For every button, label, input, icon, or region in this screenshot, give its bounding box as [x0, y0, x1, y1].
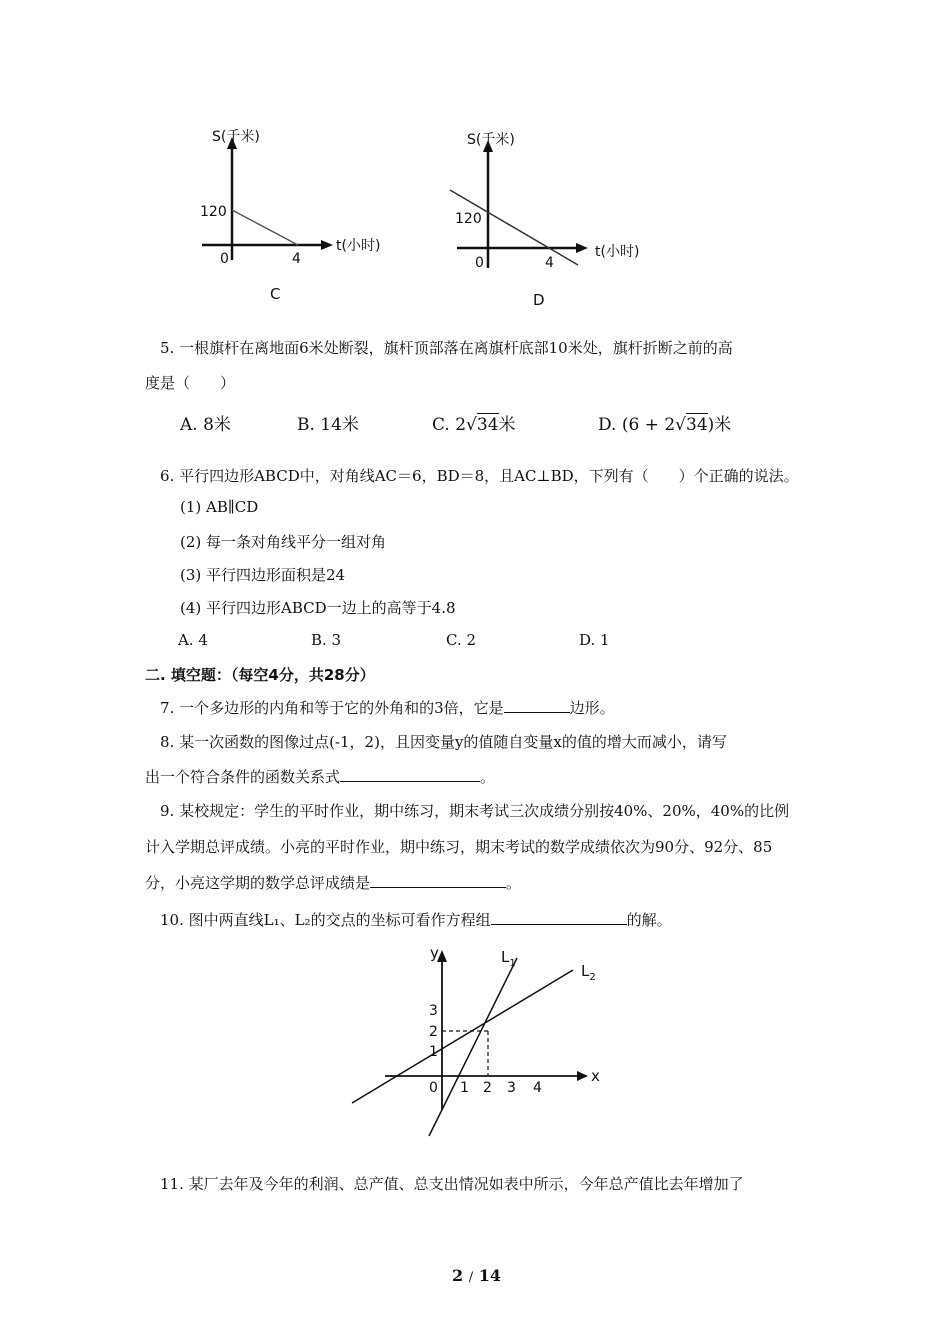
q7-answer-blank[interactable]	[504, 698, 570, 713]
q5-option-b: B. 14米	[297, 415, 359, 435]
q8-text-before: 出一个符合条件的函数关系式	[145, 768, 341, 786]
q5-option-a: A. 8米	[180, 415, 231, 435]
q9-line1: 9. 某校规定：学生的平时作业，期中练习，期末考试三次成绩分别按40%、20%，40%的比例	[160, 802, 790, 820]
q10-l2-label: $L_2$	[581, 962, 596, 983]
q6-item-4: (4) 平行四边形ABCD一边上的高等于4.8	[180, 599, 456, 617]
graph-d-origin: 0	[475, 255, 484, 271]
q7	[160, 697, 615, 718]
q9-line2: 计入学期总评成绩。小亮的平时作业，期中练习，期末考试的数学成绩依次为90分、92分、85	[145, 838, 773, 856]
page-current: 2	[452, 1266, 464, 1285]
graph-c-origin: 0	[220, 251, 229, 267]
q10-graph	[345, 940, 620, 1145]
graph-c-line	[232, 210, 298, 245]
section-2-title: 二. 填空题：（每空4分，共28分）	[145, 666, 375, 684]
graph-d	[445, 128, 660, 313]
q5-option-c-radicand: 34	[476, 415, 499, 435]
q9-answer-blank[interactable]	[370, 873, 506, 888]
graph-c-y-label: S(千米)	[212, 129, 260, 145]
q10-x-tick-2: 2	[483, 1080, 492, 1096]
q5-line2: 度是（ ）	[145, 374, 236, 392]
q10-y-tick-2: 2	[429, 1024, 438, 1040]
q10-x-arrow	[577, 1071, 588, 1081]
q11-line1: 11. 某厂去年及今年的利润、总产值、总支出情况如表中所示，今年总产值比去年增加了	[160, 1175, 744, 1193]
q5-option-c-suffix: 米	[498, 415, 516, 435]
q10-x-tick-3: 3	[507, 1080, 516, 1096]
q10	[160, 909, 672, 930]
page-number	[452, 1266, 501, 1285]
q7-text-after: 边形。	[569, 699, 615, 717]
q10-text-after: 的解。	[626, 911, 672, 929]
q8-line1: 8. 某一次函数的图像过点(-1，2)，且因变量y的值随自变量x的值的增大而减小，请写	[160, 733, 727, 751]
q5-option-c	[432, 410, 516, 435]
q9-text-after: 。	[506, 874, 522, 892]
q6-option-b: B. 3	[311, 631, 342, 649]
q5-line1: 5. 一根旗杆在离地面6米处断裂，旗杆顶部落在离旗杆底部10米处，旗杆折断之前的高	[160, 339, 733, 357]
q6-option-c: C. 2	[446, 631, 477, 649]
page-total: 14	[478, 1266, 501, 1285]
q7-text-before: 7. 一个多边形的内角和等于它的外角和的3倍，它是	[160, 699, 504, 717]
graph-d-y-label: S(千米)	[467, 132, 515, 148]
q5-option-d-radicand: 34	[686, 415, 708, 435]
q8-line2	[145, 766, 495, 787]
q10-answer-blank[interactable]	[491, 910, 627, 925]
q10-y-tick-3: 3	[429, 1003, 438, 1019]
q10-origin: 0	[429, 1080, 438, 1096]
radical-sign: √	[466, 415, 477, 435]
q9-text-before: 分，小亮这学期的数学总评成绩是	[145, 874, 371, 892]
radical-sign: √	[675, 415, 686, 435]
graph-c-x-tick: 4	[292, 251, 301, 267]
q10-l1-label: $L_1$	[501, 948, 516, 969]
q10-y-label: y	[430, 944, 439, 962]
graph-d-x-tick: 4	[545, 255, 554, 271]
q6-item-3: (3) 平行四边形面积是24	[180, 566, 346, 584]
q9-line3	[145, 872, 521, 893]
q10-x-tick-4: 4	[533, 1080, 542, 1096]
q8-text-after: 。	[480, 768, 496, 786]
graph-c-x-arrow	[321, 240, 333, 250]
q10-x-label: x	[591, 1067, 600, 1085]
graph-c	[190, 125, 381, 310]
q6-option-a: A. 4	[178, 631, 208, 649]
graph-d-caption: D	[533, 291, 545, 309]
graph-c-caption: C	[270, 285, 281, 303]
q6-stem: 6. 平行四边形ABCD中，对角线AC＝6，BD＝8，且AC⊥BD，下列有（ ）个正确的说法。	[160, 467, 799, 485]
graph-c-x-label: t(小时)	[336, 238, 381, 254]
q6-option-d: D. 1	[579, 631, 610, 649]
q5-option-c-prefix: C. 2	[432, 415, 467, 435]
q5-option-d-prefix: D. (6 + 2	[598, 415, 676, 435]
q6-item-1: (1) AB∥CD	[180, 498, 259, 516]
q10-text-before: 10. 图中两直线L₁、L₂的交点的坐标可看作方程组	[160, 911, 491, 929]
graph-d-x-arrow	[576, 243, 588, 253]
graph-d-y-tick: 120	[455, 211, 482, 227]
graph-d-x-label: t(小时)	[595, 244, 640, 260]
q10-y-tick-1: 1	[429, 1044, 438, 1060]
q10-x-tick-1: 1	[460, 1080, 469, 1096]
page-separator: /	[468, 1270, 474, 1285]
graph-c-y-tick: 120	[200, 204, 227, 220]
q6-item-2: (2) 每一条对角线平分一组对角	[180, 533, 387, 551]
q5-option-d	[598, 410, 731, 435]
q8-answer-blank[interactable]	[340, 767, 480, 782]
graph-d-line	[450, 190, 578, 265]
q5-option-d-suffix: )米	[707, 415, 732, 435]
